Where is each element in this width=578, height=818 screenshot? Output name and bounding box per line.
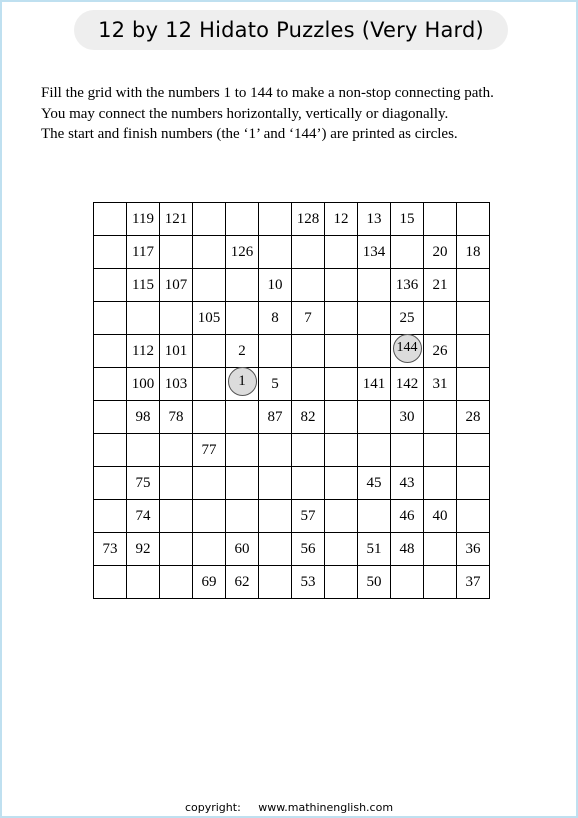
grid-cell[interactable] <box>457 335 490 368</box>
grid-cell[interactable] <box>160 236 193 269</box>
grid-cell[interactable] <box>457 434 490 467</box>
grid-cell[interactable] <box>94 368 127 401</box>
grid-cell[interactable] <box>94 236 127 269</box>
instruction-line: The start and finish numbers (the ‘1’ and ‘144’) are printed as circles. <box>41 126 458 142</box>
grid-cell[interactable] <box>424 401 457 434</box>
grid-cell[interactable] <box>226 203 259 236</box>
grid-cell[interactable]: 48 <box>391 533 424 566</box>
grid-cell[interactable] <box>259 434 292 467</box>
grid-cell[interactable] <box>457 269 490 302</box>
page-title: 12 by 12 Hidato Puzzles (Very Hard) <box>74 10 508 50</box>
grid-cell[interactable]: 53 <box>292 566 325 599</box>
grid-cell[interactable] <box>226 401 259 434</box>
grid-cell[interactable] <box>358 500 391 533</box>
grid-cell[interactable]: 73 <box>94 533 127 566</box>
grid-cell[interactable] <box>94 335 127 368</box>
grid-cell[interactable]: 100 <box>127 368 160 401</box>
grid-cell[interactable] <box>160 467 193 500</box>
grid-cell[interactable] <box>226 368 259 401</box>
instructions <box>41 83 494 145</box>
grid-cell[interactable]: 62 <box>226 566 259 599</box>
grid-cell[interactable] <box>325 566 358 599</box>
grid-cell[interactable]: 142 <box>391 368 424 401</box>
grid-cell[interactable] <box>94 302 127 335</box>
grid-cell[interactable] <box>325 467 358 500</box>
grid-cell[interactable]: 18 <box>457 236 490 269</box>
grid-cell[interactable] <box>259 203 292 236</box>
grid-cell[interactable]: 134 <box>358 236 391 269</box>
grid-cell[interactable] <box>226 434 259 467</box>
grid-cell[interactable] <box>193 269 226 302</box>
grid-cell[interactable]: 74 <box>127 500 160 533</box>
grid-cell[interactable]: 46 <box>391 500 424 533</box>
grid-cell[interactable] <box>94 467 127 500</box>
grid-cell[interactable] <box>259 467 292 500</box>
grid-cell[interactable]: 15 <box>391 203 424 236</box>
grid-cell[interactable] <box>325 401 358 434</box>
grid-row <box>94 236 490 269</box>
grid-cell[interactable]: 77 <box>193 434 226 467</box>
grid-cell[interactable]: 40 <box>424 500 457 533</box>
grid-cell[interactable]: 31 <box>424 368 457 401</box>
grid-cell[interactable] <box>193 533 226 566</box>
grid-cell[interactable] <box>325 335 358 368</box>
grid-cell[interactable] <box>358 401 391 434</box>
grid-cell[interactable]: 98 <box>127 401 160 434</box>
grid-cell[interactable]: 36 <box>457 533 490 566</box>
grid-cell[interactable] <box>94 434 127 467</box>
grid-cell[interactable]: 78 <box>160 401 193 434</box>
grid-cell[interactable] <box>160 566 193 599</box>
grid-row <box>94 269 490 302</box>
grid-cell[interactable]: 43 <box>391 467 424 500</box>
grid-cell[interactable] <box>391 335 424 368</box>
grid-cell[interactable] <box>292 467 325 500</box>
grid-cell[interactable] <box>127 566 160 599</box>
instruction-line: You may connect the numbers horizontally, vertically or diagonally. <box>41 105 449 122</box>
grid-row <box>94 500 490 533</box>
grid-cell[interactable]: 105 <box>193 302 226 335</box>
footer <box>2 801 576 814</box>
grid-cell[interactable] <box>259 335 292 368</box>
grid-cell[interactable] <box>193 500 226 533</box>
grid-cell[interactable]: 5 <box>259 368 292 401</box>
grid-cell[interactable]: 25 <box>391 302 424 335</box>
grid-cell[interactable] <box>325 533 358 566</box>
grid-cell[interactable]: 126 <box>226 236 259 269</box>
grid-row <box>94 533 490 566</box>
grid-cell[interactable] <box>259 533 292 566</box>
grid-cell[interactable] <box>193 335 226 368</box>
grid-cell[interactable] <box>193 368 226 401</box>
grid-cell[interactable] <box>160 434 193 467</box>
grid-cell[interactable]: 10 <box>259 269 292 302</box>
grid-cell[interactable]: 2 <box>226 335 259 368</box>
grid-cell[interactable] <box>358 434 391 467</box>
grid-cell[interactable]: 51 <box>358 533 391 566</box>
grid-cell[interactable] <box>193 203 226 236</box>
grid-cell[interactable]: 101 <box>160 335 193 368</box>
grid-cell[interactable] <box>292 236 325 269</box>
grid-cell[interactable] <box>226 269 259 302</box>
grid-cell[interactable]: 57 <box>292 500 325 533</box>
grid-cell[interactable] <box>94 269 127 302</box>
grid-cell[interactable] <box>94 203 127 236</box>
grid-cell[interactable] <box>94 401 127 434</box>
grid-cell[interactable]: 82 <box>292 401 325 434</box>
grid-cell[interactable]: 115 <box>127 269 160 302</box>
grid-cell[interactable]: 28 <box>457 401 490 434</box>
grid-cell[interactable]: 37 <box>457 566 490 599</box>
grid-cell[interactable] <box>292 269 325 302</box>
grid-cell[interactable]: 20 <box>424 236 457 269</box>
grid-row <box>94 203 490 236</box>
grid-row <box>94 434 490 467</box>
site-url: www.mathinenglish.com <box>258 801 394 814</box>
grid-cell[interactable] <box>292 335 325 368</box>
copyright-label: copyright: <box>184 801 241 814</box>
grid-cell[interactable]: 87 <box>259 401 292 434</box>
grid-cell[interactable] <box>127 434 160 467</box>
grid-cell[interactable]: 12 <box>325 203 358 236</box>
grid-cell[interactable] <box>424 203 457 236</box>
grid-cell[interactable] <box>259 236 292 269</box>
grid-cell[interactable] <box>358 335 391 368</box>
circled-number: 144 <box>393 334 422 363</box>
grid-cell[interactable] <box>193 467 226 500</box>
grid-cell[interactable] <box>457 203 490 236</box>
grid-cell[interactable] <box>160 302 193 335</box>
grid-cell[interactable]: 117 <box>127 236 160 269</box>
grid-cell[interactable]: 60 <box>226 533 259 566</box>
grid-cell[interactable]: 56 <box>292 533 325 566</box>
grid-cell[interactable]: 45 <box>358 467 391 500</box>
grid-cell[interactable]: 141 <box>358 368 391 401</box>
grid-cell[interactable] <box>457 302 490 335</box>
grid-cell[interactable]: 8 <box>259 302 292 335</box>
grid-cell[interactable]: 107 <box>160 269 193 302</box>
grid-cell[interactable] <box>160 500 193 533</box>
grid-cell[interactable] <box>226 467 259 500</box>
grid-row <box>94 401 490 434</box>
grid-cell[interactable] <box>325 302 358 335</box>
grid-cell[interactable]: 119 <box>127 203 160 236</box>
grid-cell[interactable] <box>292 368 325 401</box>
grid-cell[interactable] <box>325 434 358 467</box>
grid-cell[interactable]: 128 <box>292 203 325 236</box>
grid-cell[interactable] <box>424 467 457 500</box>
grid-cell[interactable] <box>160 533 193 566</box>
grid-cell[interactable]: 69 <box>193 566 226 599</box>
grid-cell[interactable]: 136 <box>391 269 424 302</box>
grid-row <box>94 368 490 401</box>
grid-cell[interactable] <box>457 467 490 500</box>
grid-cell[interactable] <box>127 302 160 335</box>
grid-row <box>94 335 490 368</box>
grid-cell[interactable]: 92 <box>127 533 160 566</box>
grid-cell[interactable]: 13 <box>358 203 391 236</box>
grid-cell[interactable] <box>193 401 226 434</box>
grid-cell[interactable] <box>424 302 457 335</box>
grid-cell[interactable] <box>391 236 424 269</box>
grid-cell[interactable] <box>358 302 391 335</box>
grid-cell[interactable] <box>457 368 490 401</box>
grid-row <box>94 467 490 500</box>
grid-cell[interactable]: 7 <box>292 302 325 335</box>
grid-cell[interactable] <box>391 566 424 599</box>
grid-cell[interactable] <box>457 500 490 533</box>
grid-cell[interactable]: 30 <box>391 401 424 434</box>
grid-cell[interactable]: 103 <box>160 368 193 401</box>
grid-cell[interactable] <box>292 434 325 467</box>
grid-cell[interactable] <box>424 434 457 467</box>
grid-cell[interactable]: 21 <box>424 269 457 302</box>
grid-cell[interactable]: 50 <box>358 566 391 599</box>
grid-cell[interactable] <box>259 500 292 533</box>
hidato-grid <box>93 202 490 599</box>
grid-cell[interactable] <box>391 434 424 467</box>
grid-cell[interactable] <box>325 368 358 401</box>
grid-cell[interactable] <box>94 500 127 533</box>
grid-cell[interactable] <box>94 566 127 599</box>
grid-cell[interactable] <box>226 500 259 533</box>
grid-cell[interactable]: 112 <box>127 335 160 368</box>
grid-row <box>94 302 490 335</box>
grid-cell[interactable] <box>193 236 226 269</box>
circled-number: 1 <box>228 367 257 396</box>
grid-cell[interactable] <box>358 269 391 302</box>
grid-cell[interactable] <box>424 566 457 599</box>
grid-cell[interactable]: 75 <box>127 467 160 500</box>
grid-cell[interactable] <box>325 269 358 302</box>
grid-cell[interactable] <box>424 533 457 566</box>
grid-cell[interactable] <box>226 302 259 335</box>
grid-cell[interactable]: 26 <box>424 335 457 368</box>
grid-cell[interactable] <box>259 566 292 599</box>
grid-row <box>94 566 490 599</box>
grid-cell[interactable] <box>325 236 358 269</box>
grid-cell[interactable]: 121 <box>160 203 193 236</box>
instruction-line: Fill the grid with the numbers 1 to 144 to make a non-stop connecting path. <box>41 85 494 101</box>
grid-cell[interactable] <box>325 500 358 533</box>
